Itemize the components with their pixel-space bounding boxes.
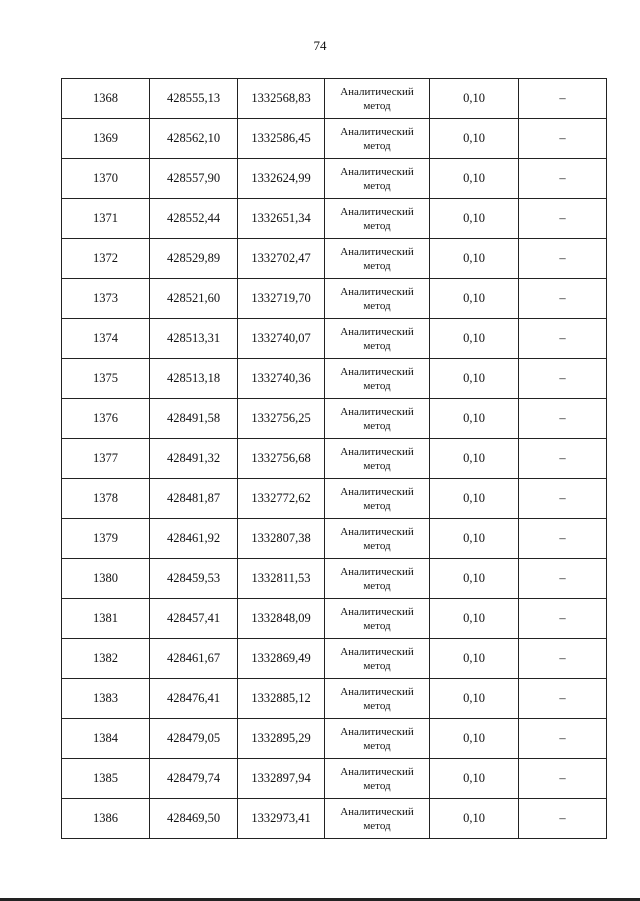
y-coordinate-cell: 1332719,70: [238, 279, 325, 319]
method-line-2: метод: [363, 699, 391, 712]
y-coordinate-cell: 1332740,36: [238, 359, 325, 399]
table-row: [62, 119, 607, 159]
table-row: [62, 799, 607, 839]
x-coordinate-cell: 428529,89: [150, 239, 238, 279]
method-line-1: Аналитический: [340, 765, 414, 778]
method-cell: [325, 279, 430, 319]
table-row: [62, 679, 607, 719]
method-cell: [325, 519, 430, 559]
note-cell: –: [519, 159, 607, 199]
note-cell: –: [519, 719, 607, 759]
point-number-cell: 1370: [62, 159, 150, 199]
point-number-cell: 1376: [62, 399, 150, 439]
x-coordinate-cell: 428555,13: [150, 79, 238, 119]
method-line-1: Аналитический: [340, 165, 414, 178]
x-coordinate-cell: 428513,18: [150, 359, 238, 399]
y-coordinate-cell: 1332973,41: [238, 799, 325, 839]
y-coordinate-cell: 1332568,83: [238, 79, 325, 119]
table-row: [62, 199, 607, 239]
point-number-cell: 1384: [62, 719, 150, 759]
method-line-1: Аналитический: [340, 485, 414, 498]
x-coordinate-cell: 428469,50: [150, 799, 238, 839]
accuracy-cell: 0,10: [430, 679, 519, 719]
point-number-cell: 1372: [62, 239, 150, 279]
y-coordinate-cell: 1332740,07: [238, 319, 325, 359]
y-coordinate-cell: 1332885,12: [238, 679, 325, 719]
table-row: [62, 239, 607, 279]
note-cell: –: [519, 679, 607, 719]
point-number-cell: 1379: [62, 519, 150, 559]
method-line-1: Аналитический: [340, 725, 414, 738]
accuracy-cell: 0,10: [430, 119, 519, 159]
note-cell: –: [519, 599, 607, 639]
x-coordinate-cell: 428461,92: [150, 519, 238, 559]
accuracy-cell: 0,10: [430, 199, 519, 239]
method-cell: [325, 759, 430, 799]
point-number-cell: 1371: [62, 199, 150, 239]
method-line-2: метод: [363, 739, 391, 752]
point-number-cell: 1385: [62, 759, 150, 799]
x-coordinate-cell: 428459,53: [150, 559, 238, 599]
note-cell: –: [519, 359, 607, 399]
note-cell: –: [519, 319, 607, 359]
y-coordinate-cell: 1332772,62: [238, 479, 325, 519]
method-line-1: Аналитический: [340, 205, 414, 218]
point-number-cell: 1377: [62, 439, 150, 479]
note-cell: –: [519, 519, 607, 559]
x-coordinate-cell: 428557,90: [150, 159, 238, 199]
method-line-1: Аналитический: [340, 605, 414, 618]
table-row: [62, 439, 607, 479]
y-coordinate-cell: 1332624,99: [238, 159, 325, 199]
y-coordinate-cell: 1332811,53: [238, 559, 325, 599]
note-cell: –: [519, 119, 607, 159]
method-line-2: метод: [363, 459, 391, 472]
note-cell: –: [519, 279, 607, 319]
method-line-1: Аналитический: [340, 405, 414, 418]
point-number-cell: 1369: [62, 119, 150, 159]
table-row: [62, 519, 607, 559]
accuracy-cell: 0,10: [430, 719, 519, 759]
note-cell: –: [519, 199, 607, 239]
y-coordinate-cell: 1332897,94: [238, 759, 325, 799]
x-coordinate-cell: 428552,44: [150, 199, 238, 239]
method-cell: [325, 399, 430, 439]
method-cell: [325, 599, 430, 639]
note-cell: –: [519, 759, 607, 799]
method-line-1: Аналитический: [340, 445, 414, 458]
note-cell: –: [519, 79, 607, 119]
accuracy-cell: 0,10: [430, 79, 519, 119]
x-coordinate-cell: 428457,41: [150, 599, 238, 639]
accuracy-cell: 0,10: [430, 359, 519, 399]
method-line-1: Аналитический: [340, 125, 414, 138]
accuracy-cell: 0,10: [430, 519, 519, 559]
method-line-2: метод: [363, 259, 391, 272]
x-coordinate-cell: 428521,60: [150, 279, 238, 319]
accuracy-cell: 0,10: [430, 239, 519, 279]
accuracy-cell: 0,10: [430, 559, 519, 599]
method-cell: [325, 359, 430, 399]
y-coordinate-cell: 1332651,34: [238, 199, 325, 239]
method-cell: [325, 479, 430, 519]
point-number-cell: 1378: [62, 479, 150, 519]
method-cell: [325, 159, 430, 199]
point-number-cell: 1382: [62, 639, 150, 679]
method-line-2: метод: [363, 659, 391, 672]
method-line-1: Аналитический: [340, 685, 414, 698]
point-number-cell: 1380: [62, 559, 150, 599]
method-line-2: метод: [363, 819, 391, 832]
note-cell: –: [519, 639, 607, 679]
method-line-2: метод: [363, 99, 391, 112]
table-row: [62, 279, 607, 319]
method-line-1: Аналитический: [340, 245, 414, 258]
table-row: [62, 319, 607, 359]
method-line-2: метод: [363, 219, 391, 232]
method-line-1: Аналитический: [340, 285, 414, 298]
method-line-2: метод: [363, 139, 391, 152]
accuracy-cell: 0,10: [430, 319, 519, 359]
method-line-2: метод: [363, 619, 391, 632]
note-cell: –: [519, 799, 607, 839]
accuracy-cell: 0,10: [430, 159, 519, 199]
accuracy-cell: 0,10: [430, 279, 519, 319]
x-coordinate-cell: 428491,32: [150, 439, 238, 479]
accuracy-cell: 0,10: [430, 479, 519, 519]
y-coordinate-cell: 1332807,38: [238, 519, 325, 559]
table-row: [62, 359, 607, 399]
y-coordinate-cell: 1332586,45: [238, 119, 325, 159]
method-cell: [325, 319, 430, 359]
method-cell: [325, 199, 430, 239]
method-line-1: Аналитический: [340, 85, 414, 98]
y-coordinate-cell: 1332848,09: [238, 599, 325, 639]
point-number-cell: 1373: [62, 279, 150, 319]
table-row: [62, 79, 607, 119]
accuracy-cell: 0,10: [430, 399, 519, 439]
y-coordinate-cell: 1332895,29: [238, 719, 325, 759]
y-coordinate-cell: 1332869,49: [238, 639, 325, 679]
point-number-cell: 1383: [62, 679, 150, 719]
method-line-2: метод: [363, 379, 391, 392]
x-coordinate-cell: 428479,74: [150, 759, 238, 799]
coordinates-table-body: [62, 79, 607, 839]
method-cell: [325, 79, 430, 119]
table-row: [62, 559, 607, 599]
x-coordinate-cell: 428481,87: [150, 479, 238, 519]
method-line-2: метод: [363, 339, 391, 352]
method-line-2: метод: [363, 499, 391, 512]
method-cell: [325, 239, 430, 279]
table-row: [62, 399, 607, 439]
accuracy-cell: 0,10: [430, 639, 519, 679]
table-row: [62, 719, 607, 759]
y-coordinate-cell: 1332702,47: [238, 239, 325, 279]
x-coordinate-cell: 428476,41: [150, 679, 238, 719]
coordinates-table: [61, 78, 607, 839]
method-line-2: метод: [363, 299, 391, 312]
table-row: [62, 759, 607, 799]
x-coordinate-cell: 428513,31: [150, 319, 238, 359]
method-cell: [325, 719, 430, 759]
method-line-1: Аналитический: [340, 365, 414, 378]
method-line-1: Аналитический: [340, 325, 414, 338]
method-line-2: метод: [363, 539, 391, 552]
accuracy-cell: 0,10: [430, 599, 519, 639]
method-cell: [325, 799, 430, 839]
y-coordinate-cell: 1332756,68: [238, 439, 325, 479]
x-coordinate-cell: 428491,58: [150, 399, 238, 439]
note-cell: –: [519, 239, 607, 279]
table-row: [62, 159, 607, 199]
point-number-cell: 1381: [62, 599, 150, 639]
point-number-cell: 1374: [62, 319, 150, 359]
method-cell: [325, 439, 430, 479]
method-line-2: метод: [363, 179, 391, 192]
method-line-1: Аналитический: [340, 645, 414, 658]
point-number-cell: 1368: [62, 79, 150, 119]
note-cell: –: [519, 479, 607, 519]
note-cell: –: [519, 399, 607, 439]
table-row: [62, 479, 607, 519]
page-number: 74: [313, 38, 327, 53]
note-cell: –: [519, 559, 607, 599]
accuracy-cell: 0,10: [430, 759, 519, 799]
accuracy-cell: 0,10: [430, 439, 519, 479]
method-line-2: метод: [363, 419, 391, 432]
accuracy-cell: 0,10: [430, 799, 519, 839]
table-row: [62, 639, 607, 679]
method-line-1: Аналитический: [340, 525, 414, 538]
method-cell: [325, 559, 430, 599]
method-cell: [325, 679, 430, 719]
point-number-cell: 1375: [62, 359, 150, 399]
method-line-2: метод: [363, 779, 391, 792]
y-coordinate-cell: 1332756,25: [238, 399, 325, 439]
point-number-cell: 1386: [62, 799, 150, 839]
table-row: [62, 599, 607, 639]
method-cell: [325, 639, 430, 679]
method-line-1: Аналитический: [340, 805, 414, 818]
x-coordinate-cell: 428562,10: [150, 119, 238, 159]
method-line-2: метод: [363, 579, 391, 592]
x-coordinate-cell: 428461,67: [150, 639, 238, 679]
x-coordinate-cell: 428479,05: [150, 719, 238, 759]
note-cell: –: [519, 439, 607, 479]
method-line-1: Аналитический: [340, 565, 414, 578]
method-cell: [325, 119, 430, 159]
